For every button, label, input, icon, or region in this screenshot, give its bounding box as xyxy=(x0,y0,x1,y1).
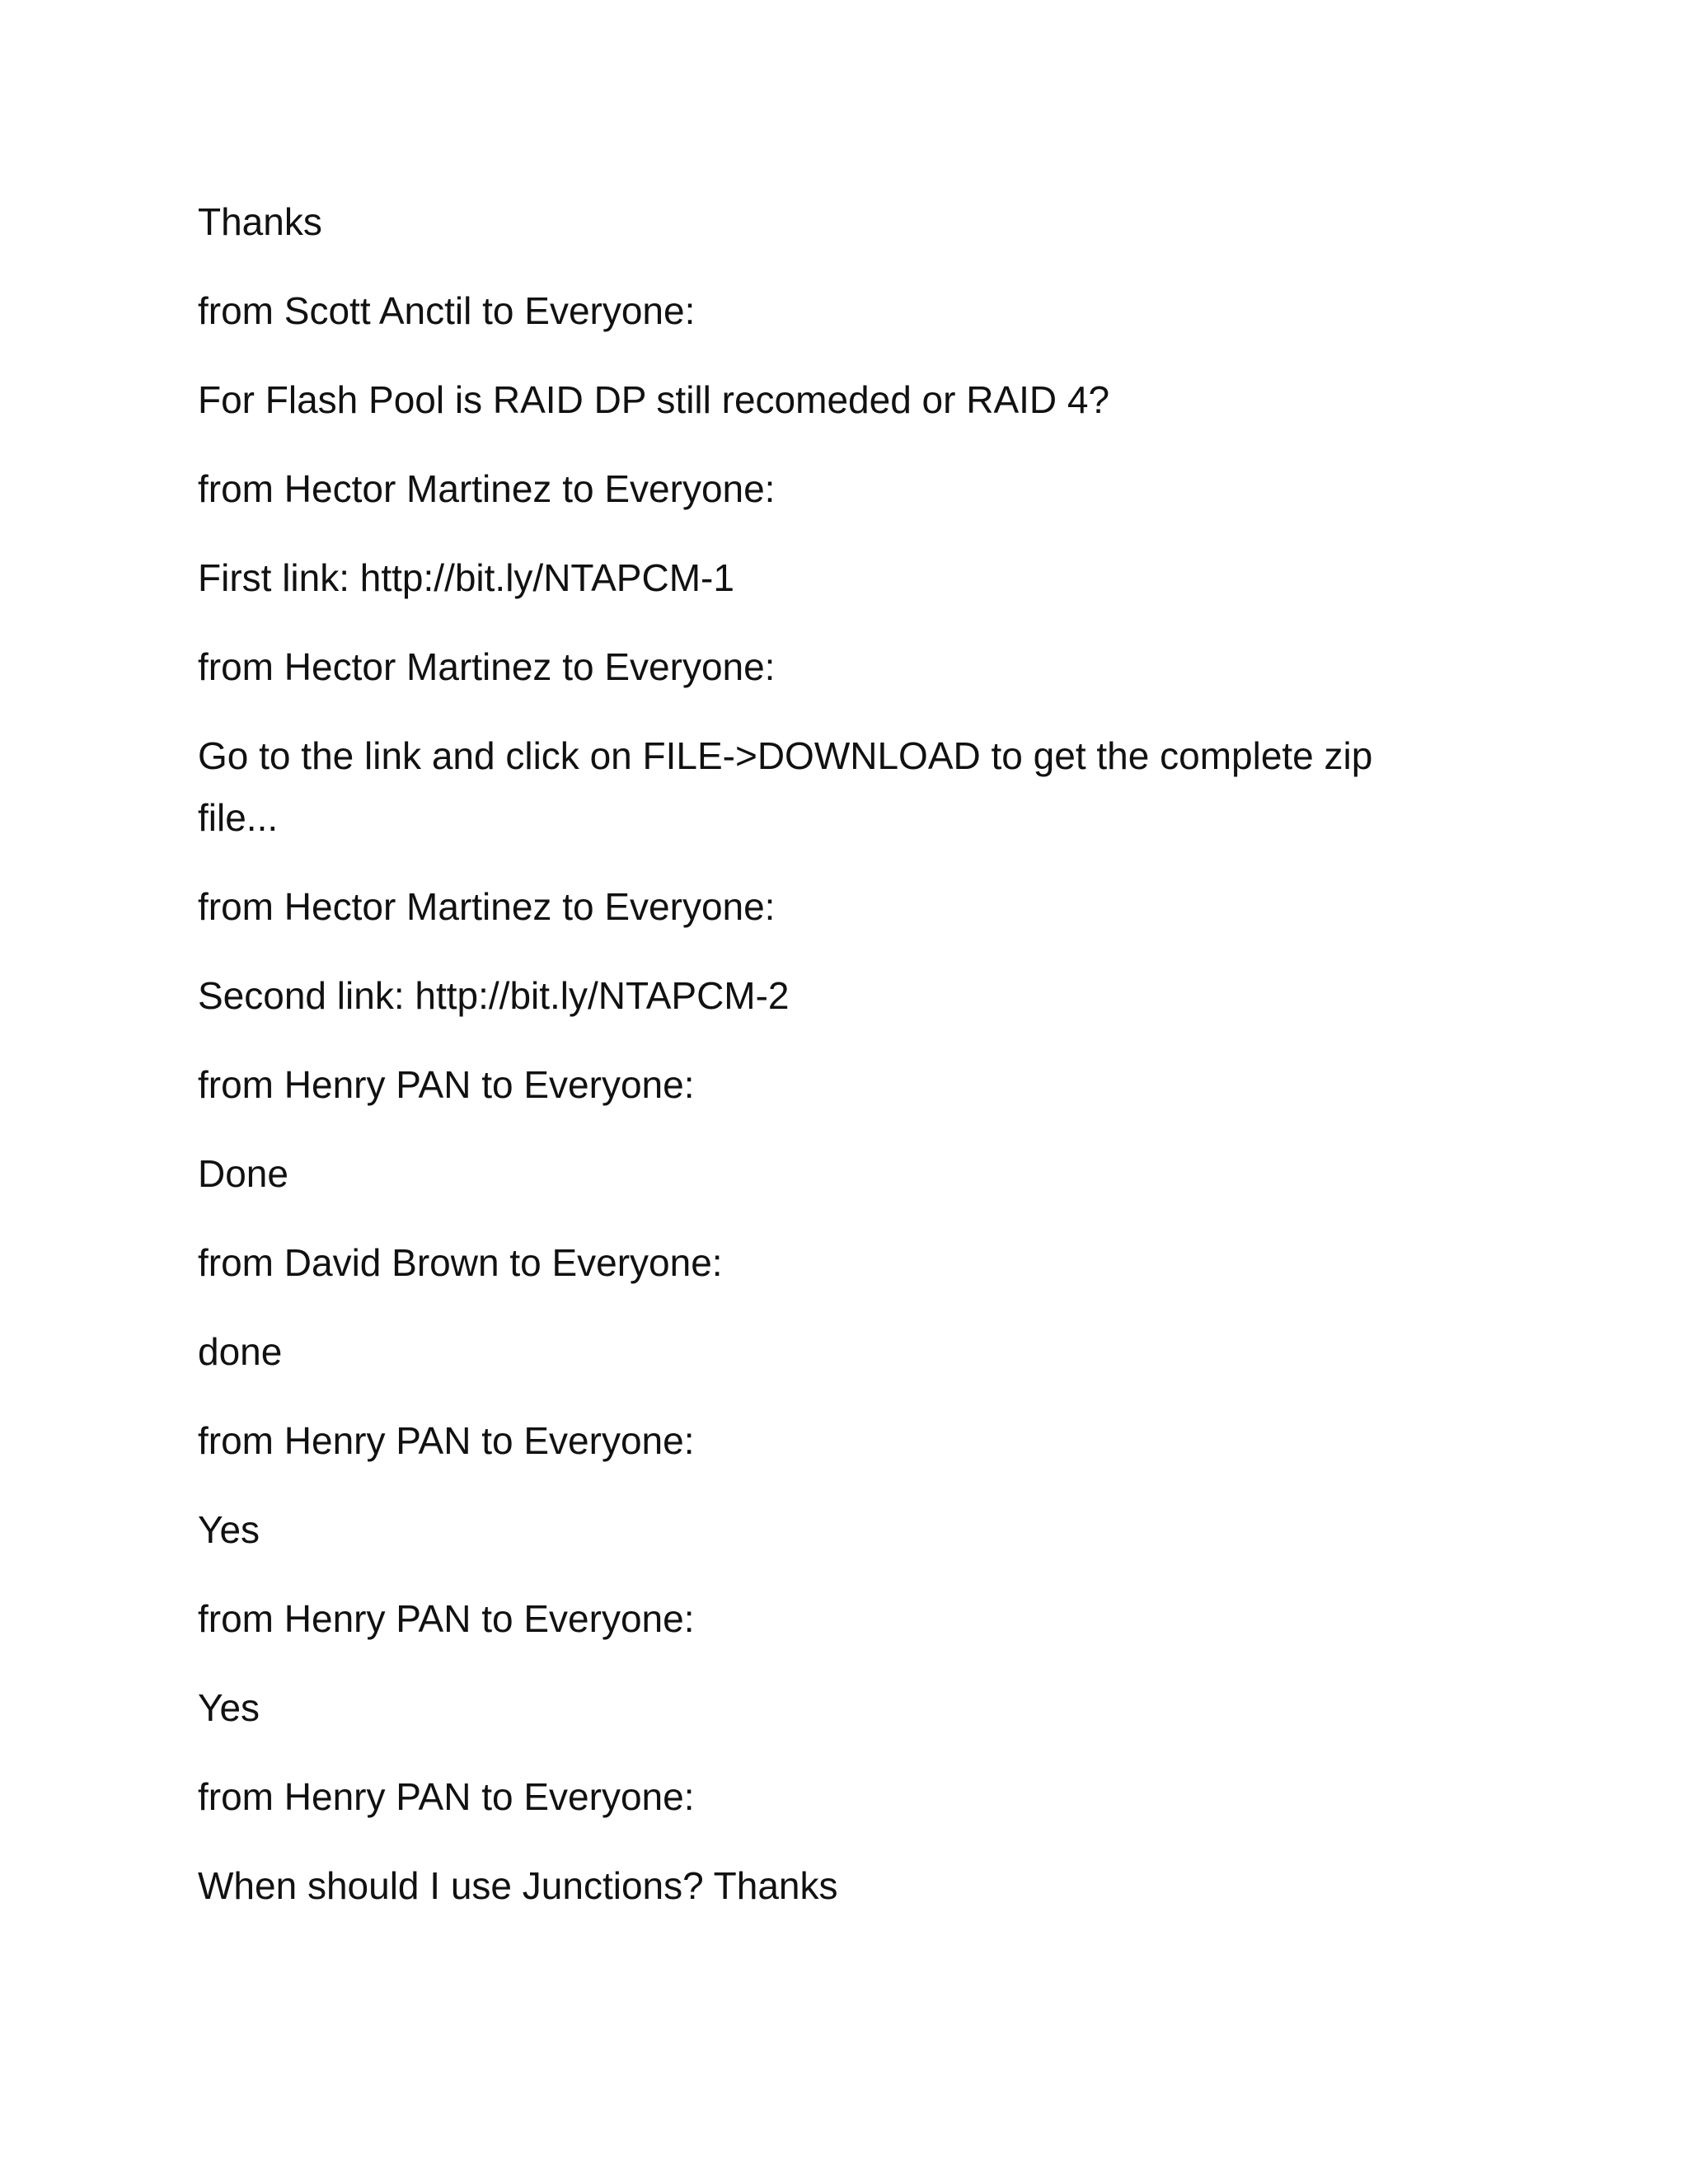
sender-line: from Hector Martinez to Everyone: xyxy=(198,467,776,510)
sender-line: from David Brown to Everyone: xyxy=(198,1241,723,1284)
sender-line: from Hector Martinez to Everyone: xyxy=(198,645,776,688)
message-text: Yes xyxy=(198,1508,260,1551)
sender-line: from Henry PAN to Everyone: xyxy=(198,1775,695,1818)
message-text: When should I use Junctions? Thanks xyxy=(198,1864,838,1907)
message-text: For Flash Pool is RAID DP still recomeded or RAID 4? xyxy=(198,378,1110,421)
message-text: First link: http://bit.ly/NTAPCM-1 xyxy=(198,556,734,599)
sender-line: from Scott Anctil to Everyone: xyxy=(198,289,696,332)
chat-transcript xyxy=(198,191,1500,1944)
message-text: Yes xyxy=(198,1686,260,1729)
sender-line: from Henry PAN to Everyone: xyxy=(198,1597,695,1640)
sender-line: from Hector Martinez to Everyone: xyxy=(198,885,776,928)
message-text: Go to the link and click on FILE->DOWNLOAD to get the complete zip file... xyxy=(198,734,1373,839)
message-text: done xyxy=(198,1330,283,1373)
message-text: Done xyxy=(198,1152,288,1195)
message-text: Second link: http://bit.ly/NTAPCM-2 xyxy=(198,974,790,1017)
sender-line: from Henry PAN to Everyone: xyxy=(198,1419,695,1462)
sender-line: from Henry PAN to Everyone: xyxy=(198,1063,695,1106)
message-text: Thanks xyxy=(198,200,322,243)
